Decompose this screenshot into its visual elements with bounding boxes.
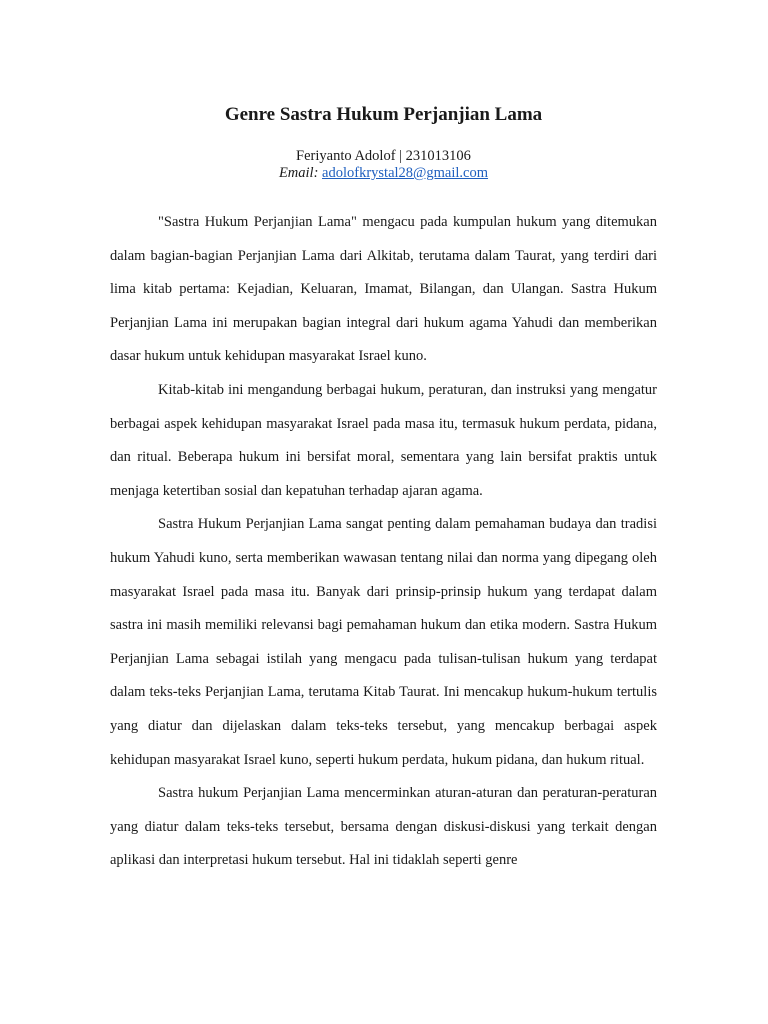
email-link[interactable]: adolofkrystal28@gmail.com bbox=[322, 165, 489, 181]
paragraph: "Sastra Hukum Perjanjian Lama" mengacu pada kumpulan hukum yang ditemukan dalam bagian-bagian Perjanjian Lama dari Alkitab, terutama dalam Taurat, yang terdiri dari lima kitab pertama: Kejadian, Keluaran, Imamat, Bilangan, dan Ulangan. Sastra Hukum Perjanjian Lama ini merupakan bagian integral dari hukum agama Yahudi dan memberikan dasar hukum untuk kehidupan masyarakat Israel kuno. bbox=[110, 214, 657, 365]
email-label: Email: bbox=[278, 165, 319, 181]
author-line: Feriyanto Adolof | 231013106 bbox=[296, 148, 471, 164]
document-title: Genre Sastra Hukum Perjanjian Lama bbox=[224, 104, 543, 125]
paragraph: Sastra Hukum Perjanjian Lama sangat penting dalam pemahaman budaya dan tradisi hukum Yahudi kuno, serta memberikan wawasan tentang nilai dan norma yang dipegang oleh masyarakat Israel pada masa itu. Banyak dari prinsip-prinsip hukum yang terdapat dalam sastra ini masih memiliki relevansi bagi pemahaman hukum dan etika modern. Sastra Hukum Perjanjian Lama sebagai istilah yang mengacu pada tulisan-tulisan hukum yang terdapat dalam teks-teks Perjanjian Lama, terutama Kitab Taurat. Ini mencakup hukum-hukum tertulis yang diatur dan dijelaskan dalam teks-teks tersebut, yang mencakup berbagai aspek kehidupan masyarakat Israel kuno, seperti hukum perdata, hukum pidana, dan hukum ritual. bbox=[110, 516, 657, 768]
email-line bbox=[110, 165, 657, 182]
document-body bbox=[110, 206, 657, 878]
paragraph: Kitab-kitab ini mengandung berbagai hukum, peraturan, dan instruksi yang mengatur berbagai aspek kehidupan masyarakat Israel pada masa itu, termasuk hukum perdata, pidana, dan ritual. Beberapa hukum ini bersifat moral, sementara yang lain bersifat praktis untuk menjaga ketertiban sosial dan kepatuhan terhadap ajaran agama. bbox=[110, 381, 657, 499]
paragraph: Sastra hukum Perjanjian Lama mencerminkan aturan-aturan dan peraturan-peraturan yang diatur dalam teks-teks tersebut, bersama dengan diskusi-diskusi yang terkait dengan aplikasi dan interpretasi hukum tersebut. Hal ini tidaklah seperti genre bbox=[110, 785, 657, 869]
